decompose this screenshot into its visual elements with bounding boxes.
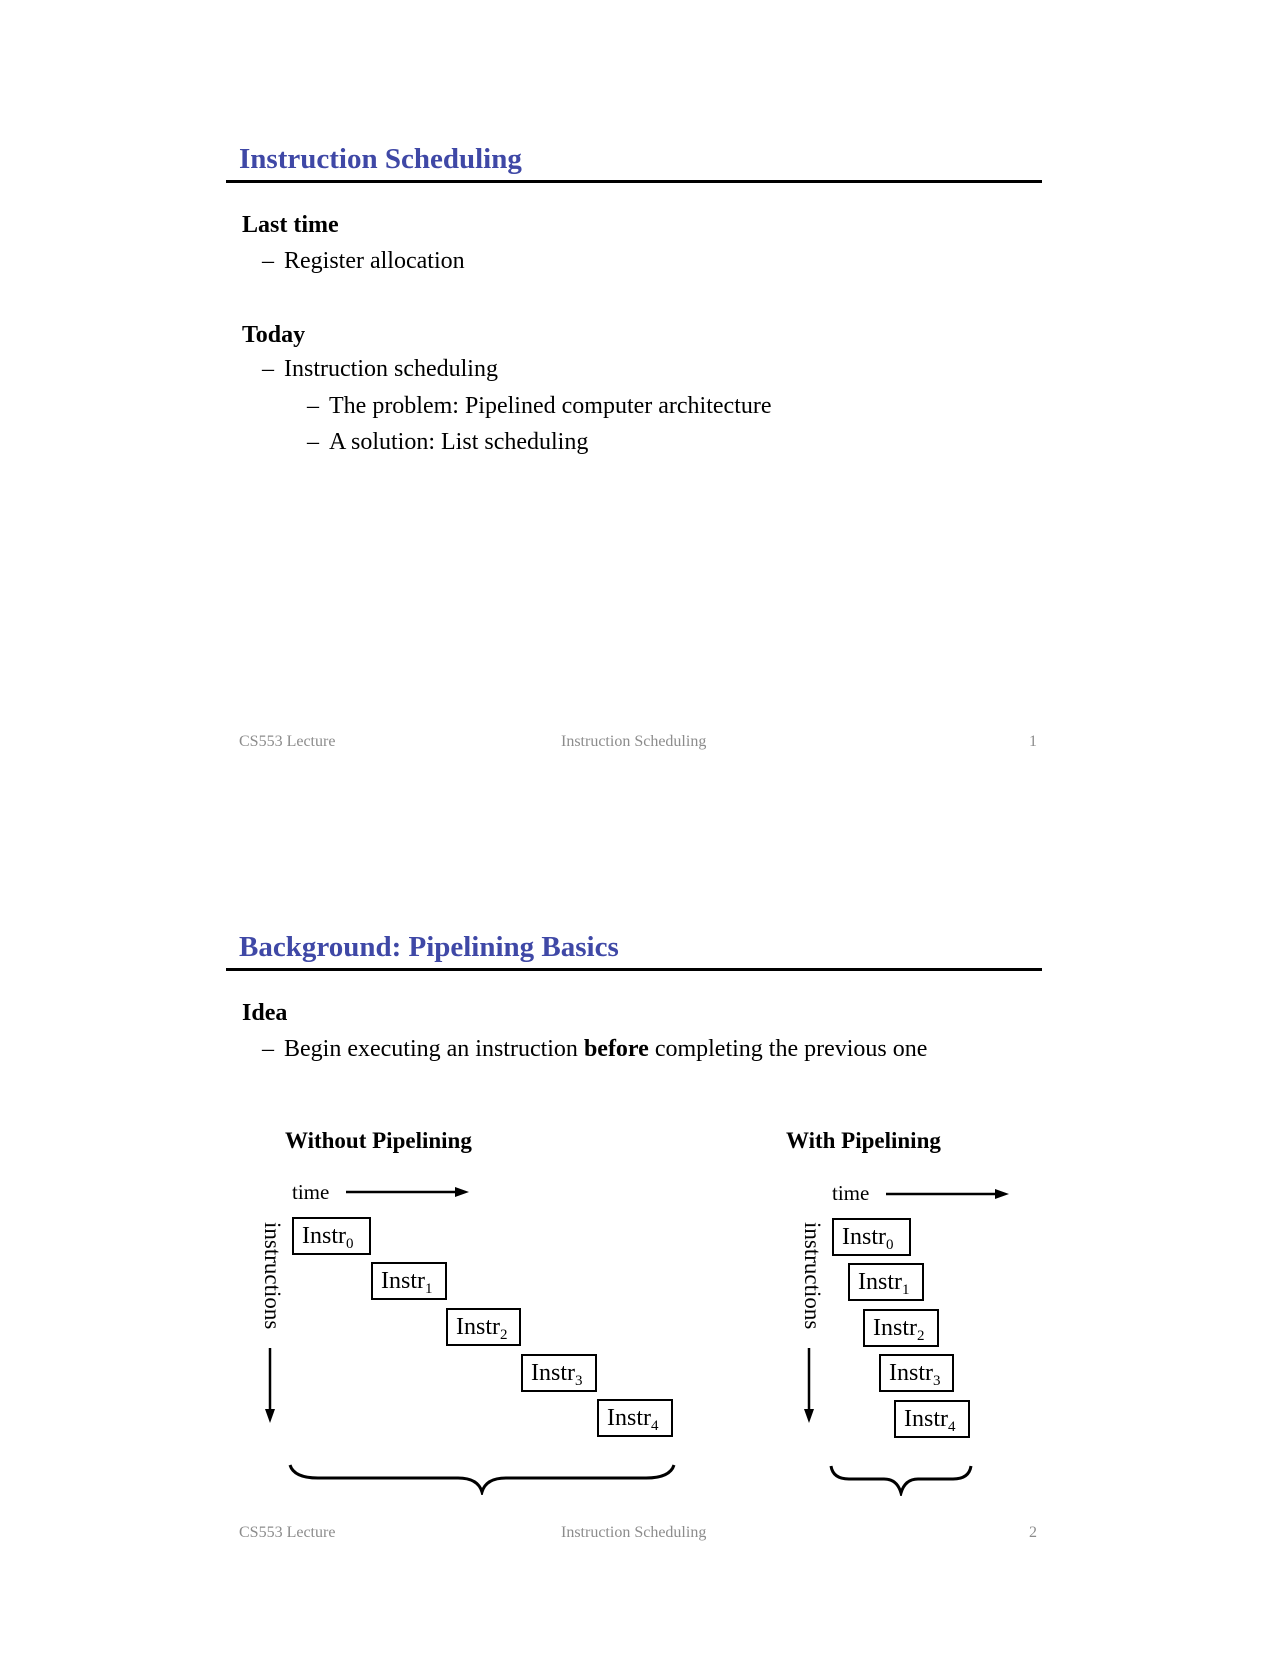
time-label: time [832, 1181, 870, 1205]
diagram-title: With Pipelining [786, 1128, 941, 1153]
instructions-axis-label: instructions [260, 1222, 285, 1330]
footer-topic: Instruction Scheduling [561, 1524, 707, 1541]
right-arrow-icon [345, 1185, 470, 1199]
footer-topic: Instruction Scheduling [561, 733, 707, 750]
sub-bullet-item: – A solution: List scheduling [307, 429, 589, 455]
curly-brace-icon [829, 1464, 973, 1496]
footer-page-number: 1 [1029, 733, 1037, 750]
instruction-box: Instr$_3$ [521, 1354, 597, 1392]
instruction-box: Instr$_2$ [446, 1308, 521, 1346]
instruction-box: Instr$_0$ [832, 1218, 911, 1256]
last-time-heading: Last time [242, 212, 339, 238]
instruction-box: Instr$_1$ [371, 1262, 447, 1300]
bullet-item: – Register allocation [262, 248, 465, 274]
instruction-box: Instr$_1$ [848, 1263, 924, 1301]
instructions-axis-label: instructions [800, 1222, 825, 1330]
idea-heading: Idea [242, 1000, 288, 1026]
bullet-item: – Instruction scheduling [262, 356, 498, 382]
instruction-box: Instr$_0$ [292, 1217, 371, 1255]
footer-course: CS553 Lecture [239, 1524, 336, 1541]
slide-2-title: Background: Pipelining Basics [239, 931, 619, 963]
instruction-box: Instr$_2$ [863, 1309, 939, 1347]
instruction-box: Instr$_4$ [894, 1400, 970, 1438]
title-rule [226, 968, 1042, 971]
footer-course: CS553 Lecture [239, 733, 336, 750]
footer-page-number: 2 [1029, 1524, 1037, 1541]
instruction-box: Instr$_3$ [879, 1354, 954, 1392]
right-arrow-icon [885, 1187, 1010, 1201]
today-heading: Today [242, 322, 306, 348]
down-arrow-icon [263, 1347, 277, 1424]
slide-1-title: Instruction Scheduling [239, 143, 522, 175]
curly-brace-icon [288, 1463, 678, 1495]
instruction-box: Instr$_4$ [597, 1399, 673, 1437]
diagram-title: Without Pipelining [285, 1128, 472, 1153]
down-arrow-icon [802, 1347, 816, 1424]
bullet-item: – Begin executing an instruction before completing the previous one [262, 1036, 928, 1062]
title-rule [226, 180, 1042, 183]
time-label: time [292, 1180, 330, 1204]
sub-bullet-item: – The problem: Pipelined computer architecture [307, 393, 772, 419]
